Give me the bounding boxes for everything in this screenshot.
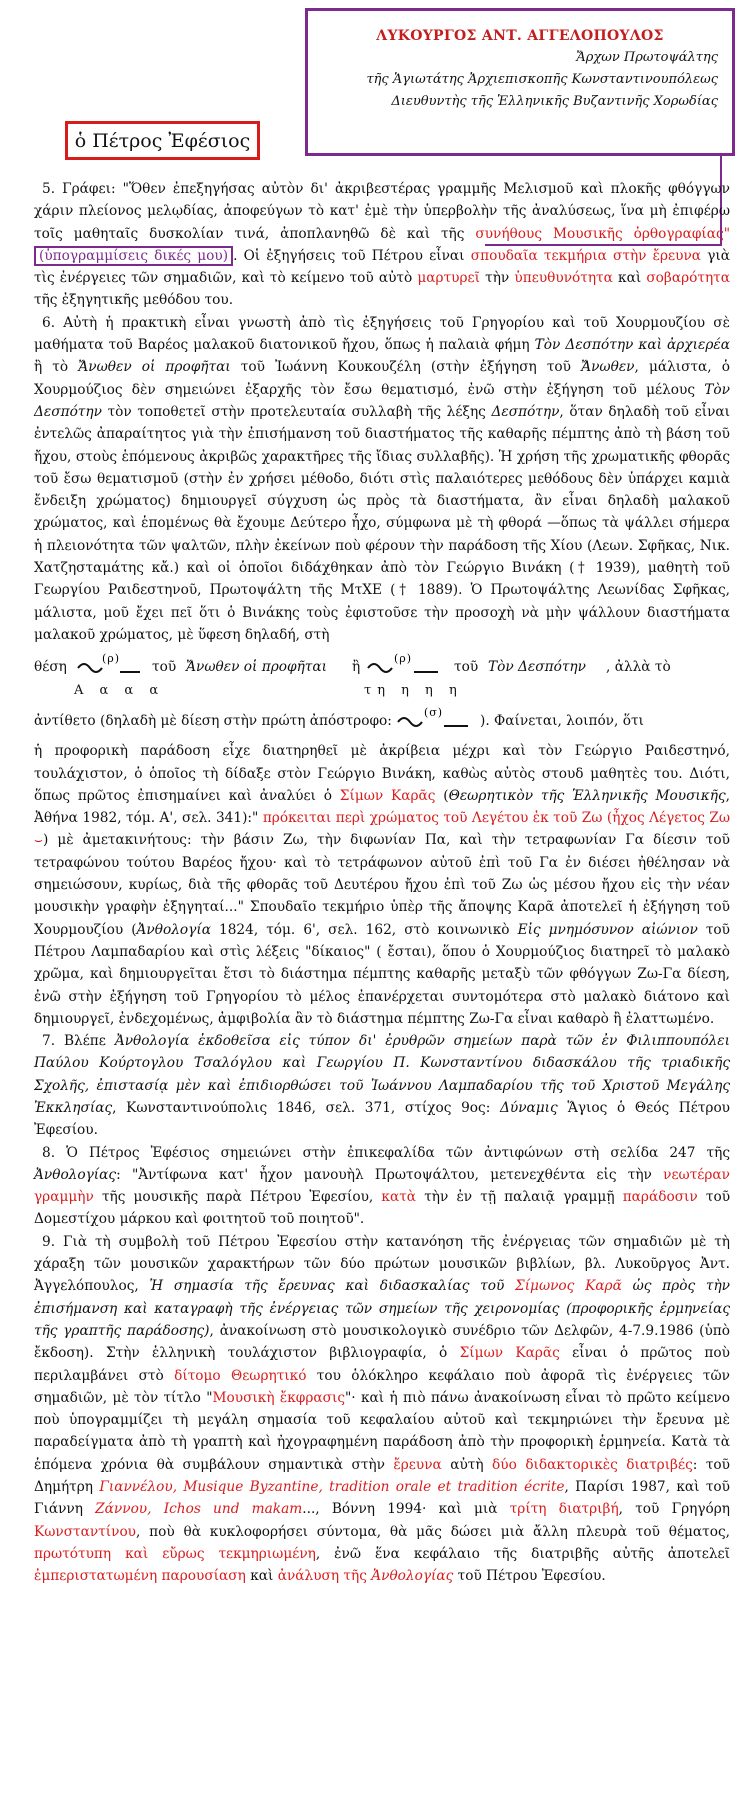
note-5-text: 5. Γράφει: "Ὅθεν ἐπεξηγήσας αὐτὸν δι' ἀκριβεστέρας γραμμῆς Μελισμοῦ καὶ πλοκῆς φθόγγων χάριν πλείονος μελῳδίας, ἀποφεύγων τὸ κατ' ἐμὲ τὴν ὑπερβολὴν τῆς ἀναλύσεως, ἵνα μὴ ἐπιφέρω τοῖς μαθηταῖς δυσκολίαν τινά, ἀποπλανηθῶ δὲ καὶ τῆς: [34, 181, 730, 242]
note-9-highlight-8: Ζάννου, Ichos und makam: [95, 1501, 303, 1518]
author-name: ΛΥΚΟΥΡΓΟΣ ΑΝΤ. ΑΓΓΕΛΟΠΟΥΛΟΣ: [376, 28, 664, 44]
note-6-text-7: ἡ προφορικὴ παράδοση εἶχε διατηρηθεῖ μὲ ἀκρίβεια μέχρι καὶ τὸν Γεώργιο Ραιδεστηνό, τουλάχιστον, ὁ ὁποῖος τὴ δίδαξε στὸν Γεώργιο Βινάκη, καθὼς αὐτὸς στουδ μαθητὲς του. Διότι, ὅπως πρῶτος ἐπισημαίνει καὶ ἀναλύει ὁ: [34, 743, 730, 804]
note-6-text-12: τοῦ Πέτρου Λαμπαδαρίου καὶ στὶς λέξεις "δίκαιος" ( ἔσται), ὅπου ὁ Χουρμούζιος διατηρεῖ τὸ μαλακὸ χρῶμα, καὶ δημιουργεῖται ἔτσι τὸ διάστημα πέμπτης καθαρῆς μεταξὺ τῶν φθόγγων Ζω-Γα δίεση, ἐνῶ στὴν ἐξήγηση τοῦ Γρηγορίου τὸ μέλος ἐπανέρχεται συντομότερα στὸ μαλακὸ διάτονο καὶ δημιουργεῖ, ἐνδεχομένως, ἀμφιβολία ἂν τὸ διάστημα πέμπτης Ζω-Γα εἶναι καθαρὸ ἢ ἐλαττωμένο.: [34, 921, 730, 1027]
note-8-text-4: τὴν ἐν τῇ παλαιᾷ γραμμῇ: [424, 1189, 615, 1206]
note-6-highlight-3: (ἦχος Λέγετος Ζω: [606, 810, 731, 827]
neume-1-text: τοῦ: [152, 659, 177, 676]
note-6-text-8: (: [443, 787, 449, 804]
note-5-highlight-5: σοβαρότητα: [646, 270, 730, 287]
neume-1-italic-2: Τὸν Δεσπότην: [488, 659, 586, 676]
note-6-text-10: ) μὲ ἀμετακινήτους: τὴν βάσιν Ζω, τὴν διφωνίαν Πα, καὶ τὴν τετραφωνίαν Γα δίεσιν τοῦ τετραφώνου τούτου Βαρέος ἤχου· καὶ τὸ τετράφωνον αὐτοῦ ἐπὶ τοῦ Γα ἐν διέσει ἠθέλησαν νὰ σημειώσουν, κυρίως, διὰ τῆς φθορᾶς τοῦ Δευτέρου ἤχου ἐπὶ τοῦ Ζω ὡς μέσου ἤχου εἰς τὴν νέαν μουσικὴν γραφὴν ἐξηγηταί..." Σπουδαῖο τεκμήριο ὑπὲρ τῆς ἄποψης Καρᾶ ἀποτελεῖ ἡ ἐξήγηση τοῦ Χουρμουζίου (: [34, 832, 730, 938]
note-9-text-14: τοῦ Πέτρου Ἐφεσίου.: [457, 1568, 606, 1585]
note-5-text-5: καὶ: [618, 270, 642, 287]
neume-1-italic: Ἄνωθεν οἱ προφῆται: [186, 659, 327, 676]
note-9-highlight-9: τρίτη διατριβή: [509, 1501, 619, 1518]
note-9-text-10: , τοῦ Γρηγόρη: [618, 1501, 730, 1518]
neume-1-lead: θέση: [34, 659, 67, 676]
note-5-highlight-2: σπουδαῖα τεκμήρια στὴν ἔρευνα: [470, 247, 702, 264]
note-6-italic-5: Δεσπότην: [491, 403, 560, 420]
author-box: [305, 8, 735, 156]
note-6-italic-3: Ἄνωθεν: [581, 359, 635, 376]
note-7: [34, 1030, 730, 1141]
note-9-text-3: εἶναι ὁ πρῶτος ποὺ περιλαμβάνει στὸ: [34, 1345, 730, 1384]
note-9-text-4: του ὁλόκληρο κεφάλαιο ποὺ ἀφορᾶ τὶς ἐνέργειες τῶν σημαδιῶν, μὲ τὸν τίτλο ": [34, 1367, 730, 1406]
note-5-text-6: τῆς ἐξηγητικῆς μεθόδου του.: [34, 292, 234, 309]
note-6-text-6: , ὅταν δηλαδὴ τοῦ εἶναι ἐντελῶς ἀπαραίτητος γιὰ τὴν ἐπισήμανση τοῦ διαστήματος τῆς καθαρῆς πέμπτης ἀπὸ τὴ βάση τοῦ ἤχου, στοὺς ἑπόμενους ἀκριβῶς χαρακτῆρες τῆς ἴδιας συλλαβῆς). Ἡ χρήση τῆς χρωματικῆς φθορᾶς τοῦ ἔσω θεματισμοῦ (στὴν ἐν χρήσει μέθοδο, διότι στὶς παλαιότερες μεθόδους δὲν ὑπάρχει καμιὰ ἔνδειξη χρώματος) δημιουργεῖ σύγχυση ὡς πρὸς τὰ διαστήματα, ἂν εἶναι δηλαδὴ μαλακοῦ χρώματος, καὶ ἑπομένως θὰ ἔχουμε Δεύτερο ἦχο, σύμφωνα μὲ τὴ φθορά —ὅπως τὰ ψάλλει σήμερα ἡ πλειονότητα τῶν ψαλτῶν, πλὴν ἐκείνων ποὺ φέρουν τὴν παράδοση τῆς Χίου (Λεων. Σφῆκας, Νικ. Χατζησταμάτης κἄ.) καὶ οἱ ὁποῖοι διδάχθηκαν ἀπὸ τὸν Γεώργιο Βινάκη († 1939), μαθητὴ τοῦ Γεωργίου Ραιδεστηνοῦ, Πρωτοψάλτη τῆς ΜτΧΕ († 1889). Ὁ Πρωτοψάλτης Λεωνίδας Σφῆκας, μάλιστα, μοῦ ἔχει πεῖ ὅτι ὁ Βινάκης τοὺς ἐφιστοῦσε τὴν προσοχὴ νὰ μὴν ψάλλουν διαστήματα μαλακοῦ χρώματος, μὲ ὕφεση δηλαδή, στὴ: [34, 403, 731, 643]
note-5-text-2: . Οἱ ἐξηγήσεις τοῦ Πέτρου εἶναι: [233, 247, 465, 264]
note-7-text-2: , Κωνσταντινούπολις 1846, σελ. 371, στίχος 9ος:: [112, 1099, 491, 1116]
note-7-text-3: Ἅγιος ὁ Θεός Πέτρου Ἐφεσίου.: [34, 1099, 731, 1139]
note-9-text-8: , Παρίσι 1987, καὶ τοῦ Γιάννη: [34, 1479, 730, 1518]
note-8-text-2: : "Ἀντίφωνα κατ' ἦχον μανουὴλ Πρωτοψάλτου, μετενεχθέντα εἰς τὴν: [116, 1166, 652, 1183]
note-9-highlight-11: πρωτότυπη καὶ εὔρως τεκμηριωμένη: [34, 1545, 316, 1562]
note-9-italic-2: ὡς πρὸς τὴν ἐπισήμανση καὶ καταγραφὴ τῆς ἐνέργειας τῶν σημείων τῆς χειρονομίας (προφορικῆς ἑρμηνείας τῆς γραπτῆς παράδοσης): [34, 1278, 730, 1339]
note-8-text-5: τοῦ Δομεστίχου μάρκου καὶ φοιτητοῦ τοῦ ποιητοῦ".: [34, 1189, 731, 1228]
note-9-text: 9. Γιὰ τὴ συμβολὴ τοῦ Πέτρου Ἐφεσίου στὴν κατανόηση τῆς ἐνέργειας τῶν σημαδιῶν μὲ τὴ χάραξη τῶν μουσικῶν χαρακτήρων τῶν δύο πρώτων μουσικῶν βιβλίων, βλ. Λυκοῦργος Ἀντ. Ἀγγελόπουλος,: [34, 1233, 730, 1295]
author-title-3: Διευθυντὴς τῆς Ἑλληνικῆς Βυζαντινῆς Χορωδίας: [391, 94, 718, 109]
note-5-highlight: συνήθους Μουσικῆς ὀρθογραφίας": [475, 225, 730, 242]
svg-text:(ρ): (ρ): [102, 652, 121, 666]
notes-body: [34, 178, 730, 1588]
note-9-highlight-2: Σίμων Καρᾶς: [459, 1345, 560, 1362]
note-9: [34, 1231, 730, 1588]
note-8: [34, 1142, 730, 1231]
neume-glyph-icon: [394, 704, 474, 738]
note-6-text-3: τοῦ Ἰωάννη Κουκουζέλη (στὴν ἐξήγηση τοῦ: [240, 359, 571, 376]
note-5: [34, 178, 730, 312]
neume-1-text-2: τοῦ: [454, 659, 479, 676]
note-6-text-5: τὸν τοποθετεῖ στὴν προτελευταία συλλαβὴ τῆς λέξης: [107, 403, 486, 420]
note-6-text-11: 1824, τόμ. 6', σελ. 162, στὸ κοινωνικὸ: [219, 921, 510, 938]
svg-text:(ρ): (ρ): [394, 652, 413, 666]
note-8-text: 8. Ὁ Πέτρος Ἐφέσιος σημειώνει στὴν ἐπικεφαλίδα τῶν ἀντιφώνων στὴ σελίδα 247 τῆς: [42, 1144, 730, 1161]
neume-1-syllables-2: τη η η η: [364, 683, 463, 699]
note-6-highlight-2: πρόκειται περὶ χρώματος τοῦ Λεγέτου ἐκ τοῦ Ζω: [262, 810, 603, 827]
note-5-text-3: γιὰ τὶς ἐνέργειες τῶν σημαδιῶν, καὶ τὸ κείμενο τοῦ αὐτὸ: [34, 247, 731, 287]
note-6-highlight: Σίμων Καρᾶς: [339, 787, 436, 804]
note-9-highlight-13: ἀνάλυση τῆς: [277, 1568, 367, 1585]
note-7-text: 7. Βλέπε: [42, 1033, 106, 1050]
note-5-boxed-remark: (ὑπογραμμίσεις δικές μου): [34, 246, 233, 266]
note-8-highlight-2: κατὰ: [381, 1189, 417, 1206]
note-6-italic-2: Ἄνωθεν οἱ προφῆται: [78, 359, 231, 376]
note-9-highlight-12: ἐμπεριστατωμένη παρουσίαση: [34, 1568, 246, 1585]
note-9-text-13: καὶ: [250, 1568, 274, 1585]
note-9-highlight-3: δίτομο Θεωρητικό: [174, 1367, 307, 1384]
neume-example-1: [34, 650, 730, 702]
note-6-italic-6: Θεωρητικὸν τῆς Ἑλληνικῆς Μουσικῆς: [448, 787, 726, 804]
note-6-italic: Τὸν Δεσπότην καὶ ἀρχιερέα: [534, 337, 730, 354]
document-title: ὁ Πέτρος Ἐφέσιος: [74, 129, 251, 152]
note-9-text-7: : τοῦ Δημήτρη: [34, 1456, 730, 1496]
note-9-text-12: , ἐνῶ ἕνα κεφάλαιο τῆς διατριβῆς αὐτῆς ἀποτελεῖ: [315, 1545, 730, 1562]
note-9-highlight-4: Μουσικὴ ἔκφρασις: [212, 1389, 346, 1406]
note-6-text-4: , μάλιστα, ὁ Χουρμούζιος δὲν σημειώνει ἐξαρχῆς τὸν ἔσω θεματισμό, ἐνῶ στὴν ἐξήγηση τοῦ μέλους: [34, 359, 730, 398]
svg-text:(σ): (σ): [424, 706, 444, 720]
title-box: [65, 121, 260, 160]
note-9-highlight-5: ἔρευνα: [393, 1456, 442, 1473]
note-5-highlight-4: ὑπευθυνότητα: [514, 270, 613, 287]
neume-1-or: ἢ: [352, 659, 361, 676]
note-6-italic-7: Ἀνθολογία: [136, 921, 211, 938]
note-9-text-9: ..., Βόννη 1994· καὶ μιὰ: [302, 1501, 498, 1518]
note-9-text-2: , ἀνακοίνωση στὸ μουσικολογικὸ συνέδριο τῶν Δελφῶν, 4-7.9.1986 (ὑπὸ ἔκδοση). Στὴν ἑλληνικὴ τουλάχιστον βιβλιογραφία, ὁ: [34, 1322, 730, 1362]
neume-2-tail: ). Φαίνεται, λοιπόν, ὅτι: [480, 713, 644, 730]
neume-2-lead: ἀντίθετο (δηλαδὴ μὲ δίεση στὴν πρώτη ἀπόστροφο:: [34, 713, 392, 730]
note-6-continued: [34, 740, 730, 1030]
note-9-highlight-6: δύο διδακτορικὲς διατριβές: [492, 1456, 693, 1473]
note-9-text-5: "· καὶ ἡ πιὸ πάνω ἀνακοίνωση εἶναι τὸ πρῶτο κείμενο ποὺ ὑπογραμμίζει τὴ μεγάλη σημασία τοῦ κεφαλαίου αὐτοῦ καὶ τεκμηριώνει τὴν ἔρευνα μὲ παραδείγματα ἀπὸ τὴ γραπτὴ καὶ ἠχογραφημένη παράδοση ἀπὸ τὴν προφορικὴ ἑρμηνεία. Κατὰ τὰ ἑπόμενα χρόνια θὰ συμβάλουν σημαντικὰ στὴν: [34, 1389, 730, 1473]
neume-1-syllables: Α α α α: [74, 683, 165, 699]
note-9-italic: Ἡ σημασία τῆς ἔρευνας καὶ διδασκαλίας τοῦ: [149, 1278, 505, 1295]
note-9-highlight-14: Ἀνθολογίας: [371, 1568, 454, 1585]
author-title-2: τῆς Ἁγιωτάτης Ἀρχιεπισκοπῆς Κωνσταντινουπόλεως: [366, 72, 718, 87]
note-6-text-2: ἢ τὸ: [34, 359, 69, 376]
neume-example-2: [34, 704, 730, 738]
note-9-text-6: αὐτὴ: [450, 1456, 484, 1473]
note-8-text-3: τῆς μουσικῆς παρὰ Πέτρου Ἐφεσίου,: [101, 1189, 374, 1206]
note-7-italic: Ἀνθολογία ἐκδοθεῖσα εἰς τύπον δι' ἐρυθρῶν σημείων παρὰ τῶν ἐν Φιλιππουπόλει Παύλου Κούρτογλου Τσαλόγλου καὶ Γεωργίου Π. Κωνσταντίνου διδασκάλου τῆς τριαδικῆς Σχολῆς, ἐπιστασίᾳ μὲν καὶ ἐπιδιορθώσει τοῦ Ἰωάννου Λαμπαδαρίου τῆς τοῦ Χριστοῦ Μεγάλης Ἐκκλησίας: [34, 1033, 731, 1116]
note-9-highlight-10: Κωνσταντίνου: [34, 1523, 137, 1540]
note-6: [34, 312, 730, 646]
author-title-1: Ἄρχων Πρωτοψάλτης: [576, 50, 718, 65]
note-6-text: 6. Αὐτὴ ἡ πρακτικὴ εἶναι γνωστὴ ἀπὸ τὶς ἐξηγήσεις τοῦ Γρηγορίου καὶ τοῦ Χουρμουζίου σὲ μαθήματα τοῦ Βαρέος μαλακοῦ διατονικοῦ ἤχου, ὅπως ἡ παλαιὰ φήμη: [34, 314, 730, 354]
note-5-highlight-3: μαρτυρεῖ: [417, 270, 480, 287]
note-6-italic-8: Εἰς μνημόσυνον αἰώνιον: [517, 921, 698, 938]
note-9-text-11: , ποὺ θὰ κυκλοφορήσει σύντομα, θὰ μᾶς δώσει μιὰ ἄλλη πλευρὰ τοῦ θέματος,: [136, 1523, 730, 1540]
note-8-italic: Ἀνθολογίας: [34, 1166, 117, 1183]
note-9-highlight-7: Γιαννέλου, Musique Byzantine, tradition orale et tradition écrite: [99, 1479, 565, 1496]
note-6-italic-4: Τὸν Δεσπότην: [34, 381, 730, 420]
note-6-text-9: , Ἀθήνα 1982, τόμ. Α', σελ. 341):": [34, 787, 730, 827]
note-5-text-4: τὴν: [485, 270, 510, 287]
note-8-highlight: νεωτέραν γραμμὴν: [34, 1166, 730, 1206]
note-8-highlight-3: παράδοσιν: [622, 1189, 698, 1206]
neume-1-tail: , ἀλλὰ τὸ: [606, 659, 671, 676]
note-7-italic-2: Δύναμις: [500, 1099, 558, 1116]
note-9-highlight: Σίμωνος Καρᾶ: [515, 1278, 622, 1295]
curve-icon: ⌣: [34, 832, 44, 849]
